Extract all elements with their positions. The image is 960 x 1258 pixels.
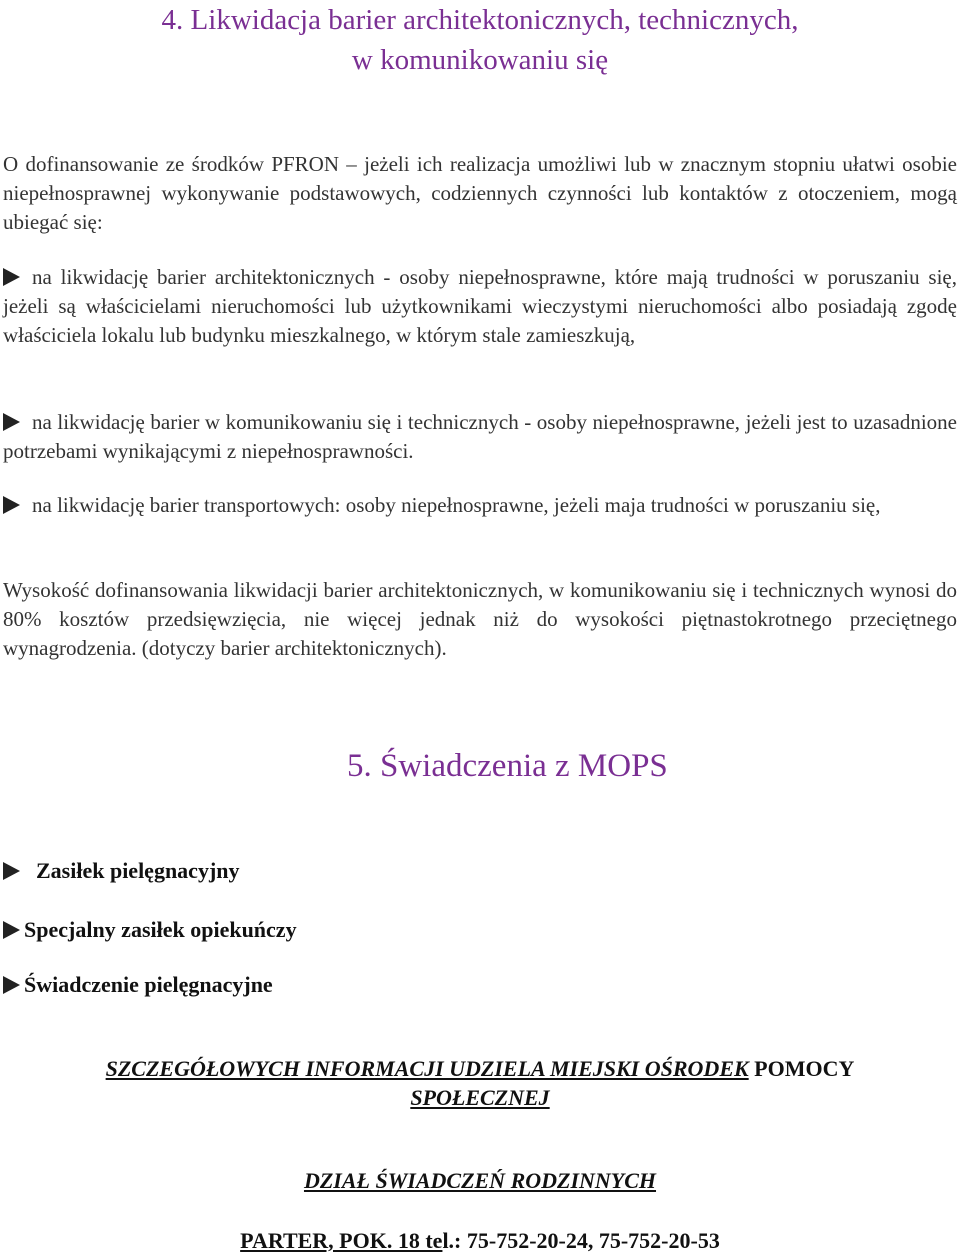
contact-info-institution-tail: POMOCY [748, 1056, 855, 1081]
contact-info-institution: SZCZEGÓŁOWYCH INFORMACJI UDZIELA MIEJSKI OŚRODEK [105, 1056, 749, 1081]
funding-paragraph: Wysokość dofinansowania likwidacji barier architektonicznych, w komunikowaniu się i technicznych wynosi do 80% kosztów przedsięwzięcia, nie więcej jednak niż do wysokości piętnastokrotnego przeciętnego wynagrodzenia. (dotyczy barier architektonicznych). [3, 578, 957, 660]
list-item [3, 856, 240, 886]
contact-info-institution-end: SPOŁECZNEJ [410, 1085, 550, 1110]
triangle-right-icon [3, 496, 20, 514]
contact-address [0, 1226, 960, 1256]
triangle-right-icon [3, 976, 20, 994]
section4-intro: O dofinansowanie ze środków PFRON – jeżeli ich realizacja umożliwi lub w znacznym stopniu ułatwi osobie niepełnosprawnej wykonywanie podstawowych, codziennych czynności lub kontaktów z otoczeniem, mogą ubiegać się: [3, 152, 957, 234]
triangle-right-icon [3, 413, 20, 431]
bullet-communication [3, 408, 957, 466]
section5-title: 5. Świadczenia z MOPS [347, 748, 668, 784]
triangle-right-icon [3, 921, 20, 939]
section4-title-line1: 4. Likwidacja barier architektonicznych, technicznych, [161, 4, 799, 36]
list-item-label: Specjalny zasiłek opiekuńczy [24, 917, 297, 942]
list-item [3, 970, 273, 1000]
triangle-right-icon [3, 268, 20, 286]
list-item-label: Zasiłek pielęgnacyjny [36, 858, 240, 883]
contact-info-line1 [0, 1054, 960, 1084]
bullet-transport [3, 491, 957, 520]
bullet-architectural-text: na likwidację barier architektonicznych - osoby niepełnosprawne, które mają trudności w poruszaniu się, jeżeli są właścicielami nieruchomości lub użytkownikami wieczystymi nieruchomości albo posiadają zgodę właściciela lokalu lub budynku mieszkalnego, w którym stale zamieszkują, [3, 265, 957, 347]
section4-title-line2: w komunikowaniu się [351, 44, 609, 76]
triangle-right-icon [3, 862, 20, 880]
address-room: PARTER, POK. 18 te [240, 1228, 443, 1253]
bullet-communication-text: na likwidację barier w komunikowaniu się i technicznych - osoby niepełnosprawne, jeżeli jest to uzasadnione potrzebami wynikającymi z niepełnosprawności. [3, 410, 957, 463]
department-name [0, 1166, 960, 1196]
department-label: DZIAŁ ŚWIADCZEŃ RODZINNYCH [303, 1168, 657, 1193]
bullet-architectural [3, 263, 957, 350]
contact-info-line2 [0, 1083, 960, 1113]
address-phones: l.: 75-752-20-24, 75-752-20-53 [442, 1228, 720, 1253]
list-item-label: Świadczenie pielęgnacyjne [24, 972, 273, 997]
bullet-transport-text: na likwidację barier transportowych: osoby niepełnosprawne, jeżeli maja trudności w poruszaniu się, [32, 493, 881, 517]
list-item [3, 915, 297, 945]
